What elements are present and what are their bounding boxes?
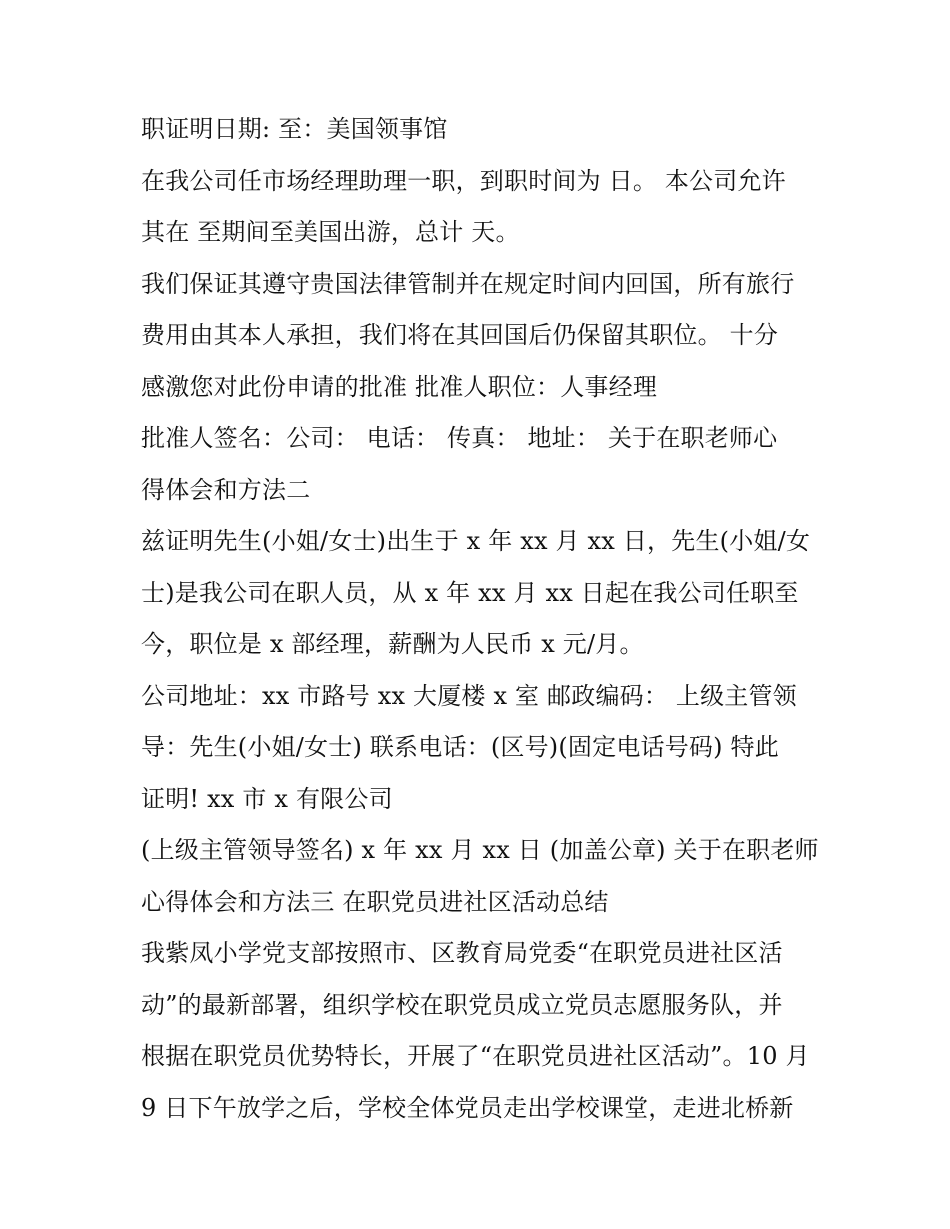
text-line: 9 日下午放学之后，学校全体党员走出学校课堂，走进北桥新 (141, 1093, 794, 1122)
document-body (141, 108, 821, 1138)
text-line: 兹证明先生(小姐/女士)出生于 x 年 xx 月 xx 日，先生(小姐/女 (141, 527, 811, 555)
text-line: 批准人签名：公司： 电话： 传真： 地址： 关于在职老师心 (141, 424, 778, 452)
text-line: 心得体会和方法三 在职党员进社区活动总结 (141, 887, 609, 916)
text-line: 证明! xx 市 x 有限公司 (141, 784, 393, 813)
text-line: 公司地址：xx 市路号 xx 大厦楼 x 室 邮政编码： 上级主管领 (141, 681, 797, 710)
text-line: 感激您对此份申请的批准 批准人职位：人事经理 (141, 372, 658, 401)
text-line: 费用由其本人承担，我们将在其回国后仍保留其职位。 十分 (141, 321, 779, 349)
text-line: (上级主管领导签名) x 年 xx 月 xx 日 (加盖公章) 关于在职老师 (141, 836, 819, 864)
text-line: 其在 至期间至美国出游，总计 天。 (141, 218, 520, 246)
text-line: 动”的最新部署，组织学校在职党员成立党员志愿服务队，并 (141, 990, 783, 1019)
text-line: 今，职位是 x 部经理，薪酬为人民币 x 元/月。 (141, 630, 644, 658)
text-line: 职证明日期: 至：美国领事馆 (141, 115, 448, 143)
text-line: 在我公司任市场经理助理一职，到职时间为 日。 本公司允许 (141, 166, 786, 195)
text-line: 根据在职党员优势特长，开展了“在职党员进社区活动”。10 月 (141, 1042, 810, 1070)
text-line: 导：先生(小姐/女士) 联系电话：(区号)(固定电话号码) 特此 (141, 733, 779, 761)
text-line: 我们保证其遵守贵国法律管制并在规定时间内回国，所有旅行 (141, 269, 795, 298)
text-line: 我紫凤小学党支部按照市、区教育局党委“在职党员进社区活 (141, 939, 783, 967)
text-line: 士)是我公司在职人员，从 x 年 xx 月 xx 日起在我公司任职至 (141, 578, 799, 607)
text-line: 得体会和方法二 (141, 475, 311, 504)
